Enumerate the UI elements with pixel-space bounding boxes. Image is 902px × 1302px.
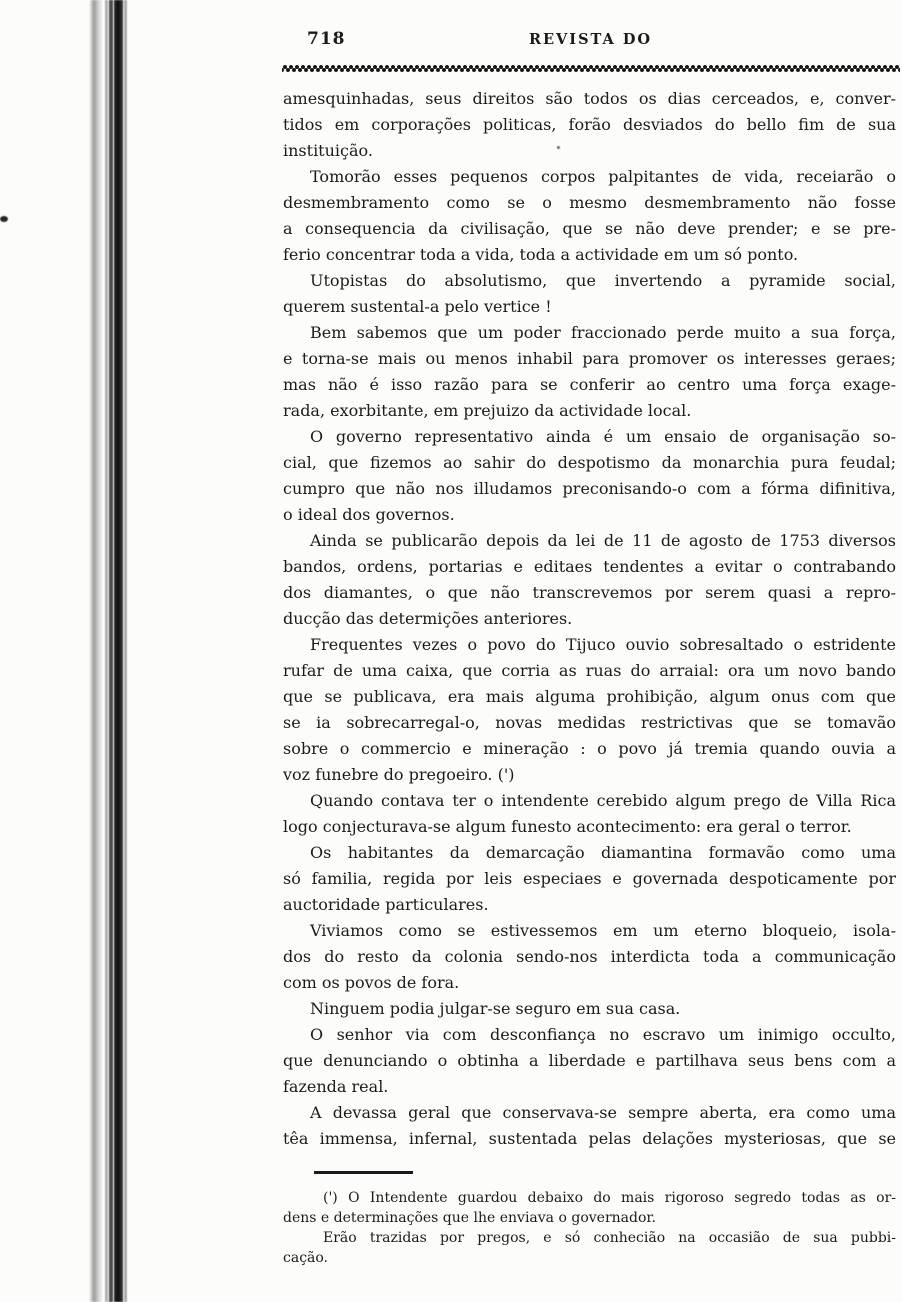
text-line: querem sustental-a pelo vertice ! — [283, 297, 552, 316]
book-binding-gutter — [0, 0, 140, 1302]
text-line: com os povos de fora. — [283, 973, 460, 992]
text-line: voz funebre do pregoeiro. (') — [283, 765, 515, 784]
text-line: tidos em corporações politicas, forão desviados do bello fim de sua — [283, 115, 896, 134]
text-line: Utopistas do absolutismo, que invertendo a pyramide social, — [310, 271, 896, 290]
text-line: têa immensa, infernal, sustentada pelas delações mysteriosas, que se — [283, 1129, 896, 1148]
text-line: rufar de uma caixa, que corria as ruas do arraial: ora um novo bando — [283, 661, 896, 680]
text-line: Erão trazidas por pregos, e só conhecião na occasião de sua pubbi- — [323, 1230, 896, 1246]
text-line: ferio concentrar toda a vida, toda a actividade em um só ponto. — [283, 245, 799, 264]
text-line: O senhor via com desconfiança no escravo um inimigo occulto, — [310, 1025, 896, 1044]
header-wavy-rule — [282, 65, 900, 72]
footnote-block — [283, 1188, 896, 1268]
text-line: auctoridade particulares. — [283, 895, 489, 914]
page-number: 718 — [307, 29, 346, 49]
text-line: a consequencia da civilisação, que se não deve prender; e se pre- — [283, 219, 896, 238]
text-line: cação. — [283, 1250, 329, 1266]
text-line: A devassa geral que conservava-se sempre aberta, era como uma — [310, 1103, 896, 1122]
text-line: se ia sobrecarregal-o, novas medidas restrictivas que se tomavão — [283, 713, 896, 732]
footnote-separator-rule — [314, 1171, 413, 1174]
text-line: que se publicava, era mais alguma prohibição, algum onus com que — [283, 687, 896, 706]
text-line: amesquinhadas, seus direitos são todos os dias cerceados, e, conver- — [283, 89, 896, 108]
text-line: só familia, regida por leis especiaes e governada despoticamente por — [283, 869, 896, 888]
text-line: que denunciando o obtinha a liberdade e partilhava seus bens com a — [283, 1051, 896, 1070]
text-line: sobre o commercio e mineração : o povo já tremia quando ouvia a — [283, 739, 896, 758]
text-line: rada, exorbitante, em prejuizo da actividade local. — [283, 401, 692, 420]
text-line: dens e determinações que lhe enviava o governador. — [283, 1210, 656, 1226]
running-header-title: REVISTA DO — [528, 31, 653, 48]
ink-speck — [0, 216, 8, 222]
binding-line — [124, 0, 127, 1302]
text-block — [283, 86, 896, 1152]
text-line: Os habitantes da demarcação diamantina formavão como uma — [310, 843, 896, 862]
text-line: Viviamos como se estivessemos em um eterno bloqueio, isola- — [310, 921, 896, 940]
text-line: Tomorão esses pequenos corpos palpitantes de vida, receiarão o — [310, 167, 896, 186]
text-line: bandos, ordens, portarias e editaes tendentes a evitar o contrabando — [283, 557, 896, 576]
text-line: ducção das determições anteriores. — [283, 609, 573, 628]
text-line: Ainda se publicarão depois da lei de 11 de agosto de 1753 diversos — [310, 531, 896, 550]
text-line: Ninguem podia julgar-se seguro em sua casa. — [310, 999, 681, 1018]
binding-line — [114, 0, 123, 1302]
text-line: Quando contava ter o intendente cerebido algum prego de Villa Rica — [310, 791, 896, 810]
text-line: Frequentes vezes o povo do Tijuco ouvio sobresaltado o estridente — [310, 635, 896, 654]
text-line: instituição. — [283, 141, 373, 160]
text-line: mas não é isso razão para se conferir ao centro uma força exage- — [283, 375, 896, 394]
text-line: (') O Intendente guardou debaixo do mais rigoroso segredo todas as or- — [323, 1190, 896, 1206]
text-line: cumpro que não nos illudamos preconisando-o com a fórma difinitiva, — [283, 479, 896, 498]
text-line: fazenda real. — [283, 1077, 389, 1096]
text-line: logo conjecturava-se algum funesto acontecimento: era geral o terror. — [283, 817, 852, 836]
binding-line — [89, 0, 103, 1302]
text-line: dos do resto da colonia sendo-nos interdicta toda a communicação — [283, 947, 896, 966]
text-line: Bem sabemos que um poder fraccionado perde muito a sua força, — [310, 323, 896, 342]
binding-line — [109, 0, 113, 1302]
binding-line — [105, 0, 108, 1302]
text-line: o ideal dos governos. — [283, 505, 455, 524]
text-line: O governo representativo ainda é um ensaio de organisação so- — [310, 427, 896, 446]
text-line: e torna-se mais ou menos inhabil para promover os interesses geraes; — [283, 349, 896, 368]
text-line: desmembramento como se o mesmo desmembramento não fosse — [283, 193, 896, 212]
text-line: cial, que fizemos ao sahir do despotismo da monarchia pura feudal; — [283, 453, 896, 472]
text-line: dos diamantes, o que não transcrevemos por serem quasi a repro- — [283, 583, 896, 602]
